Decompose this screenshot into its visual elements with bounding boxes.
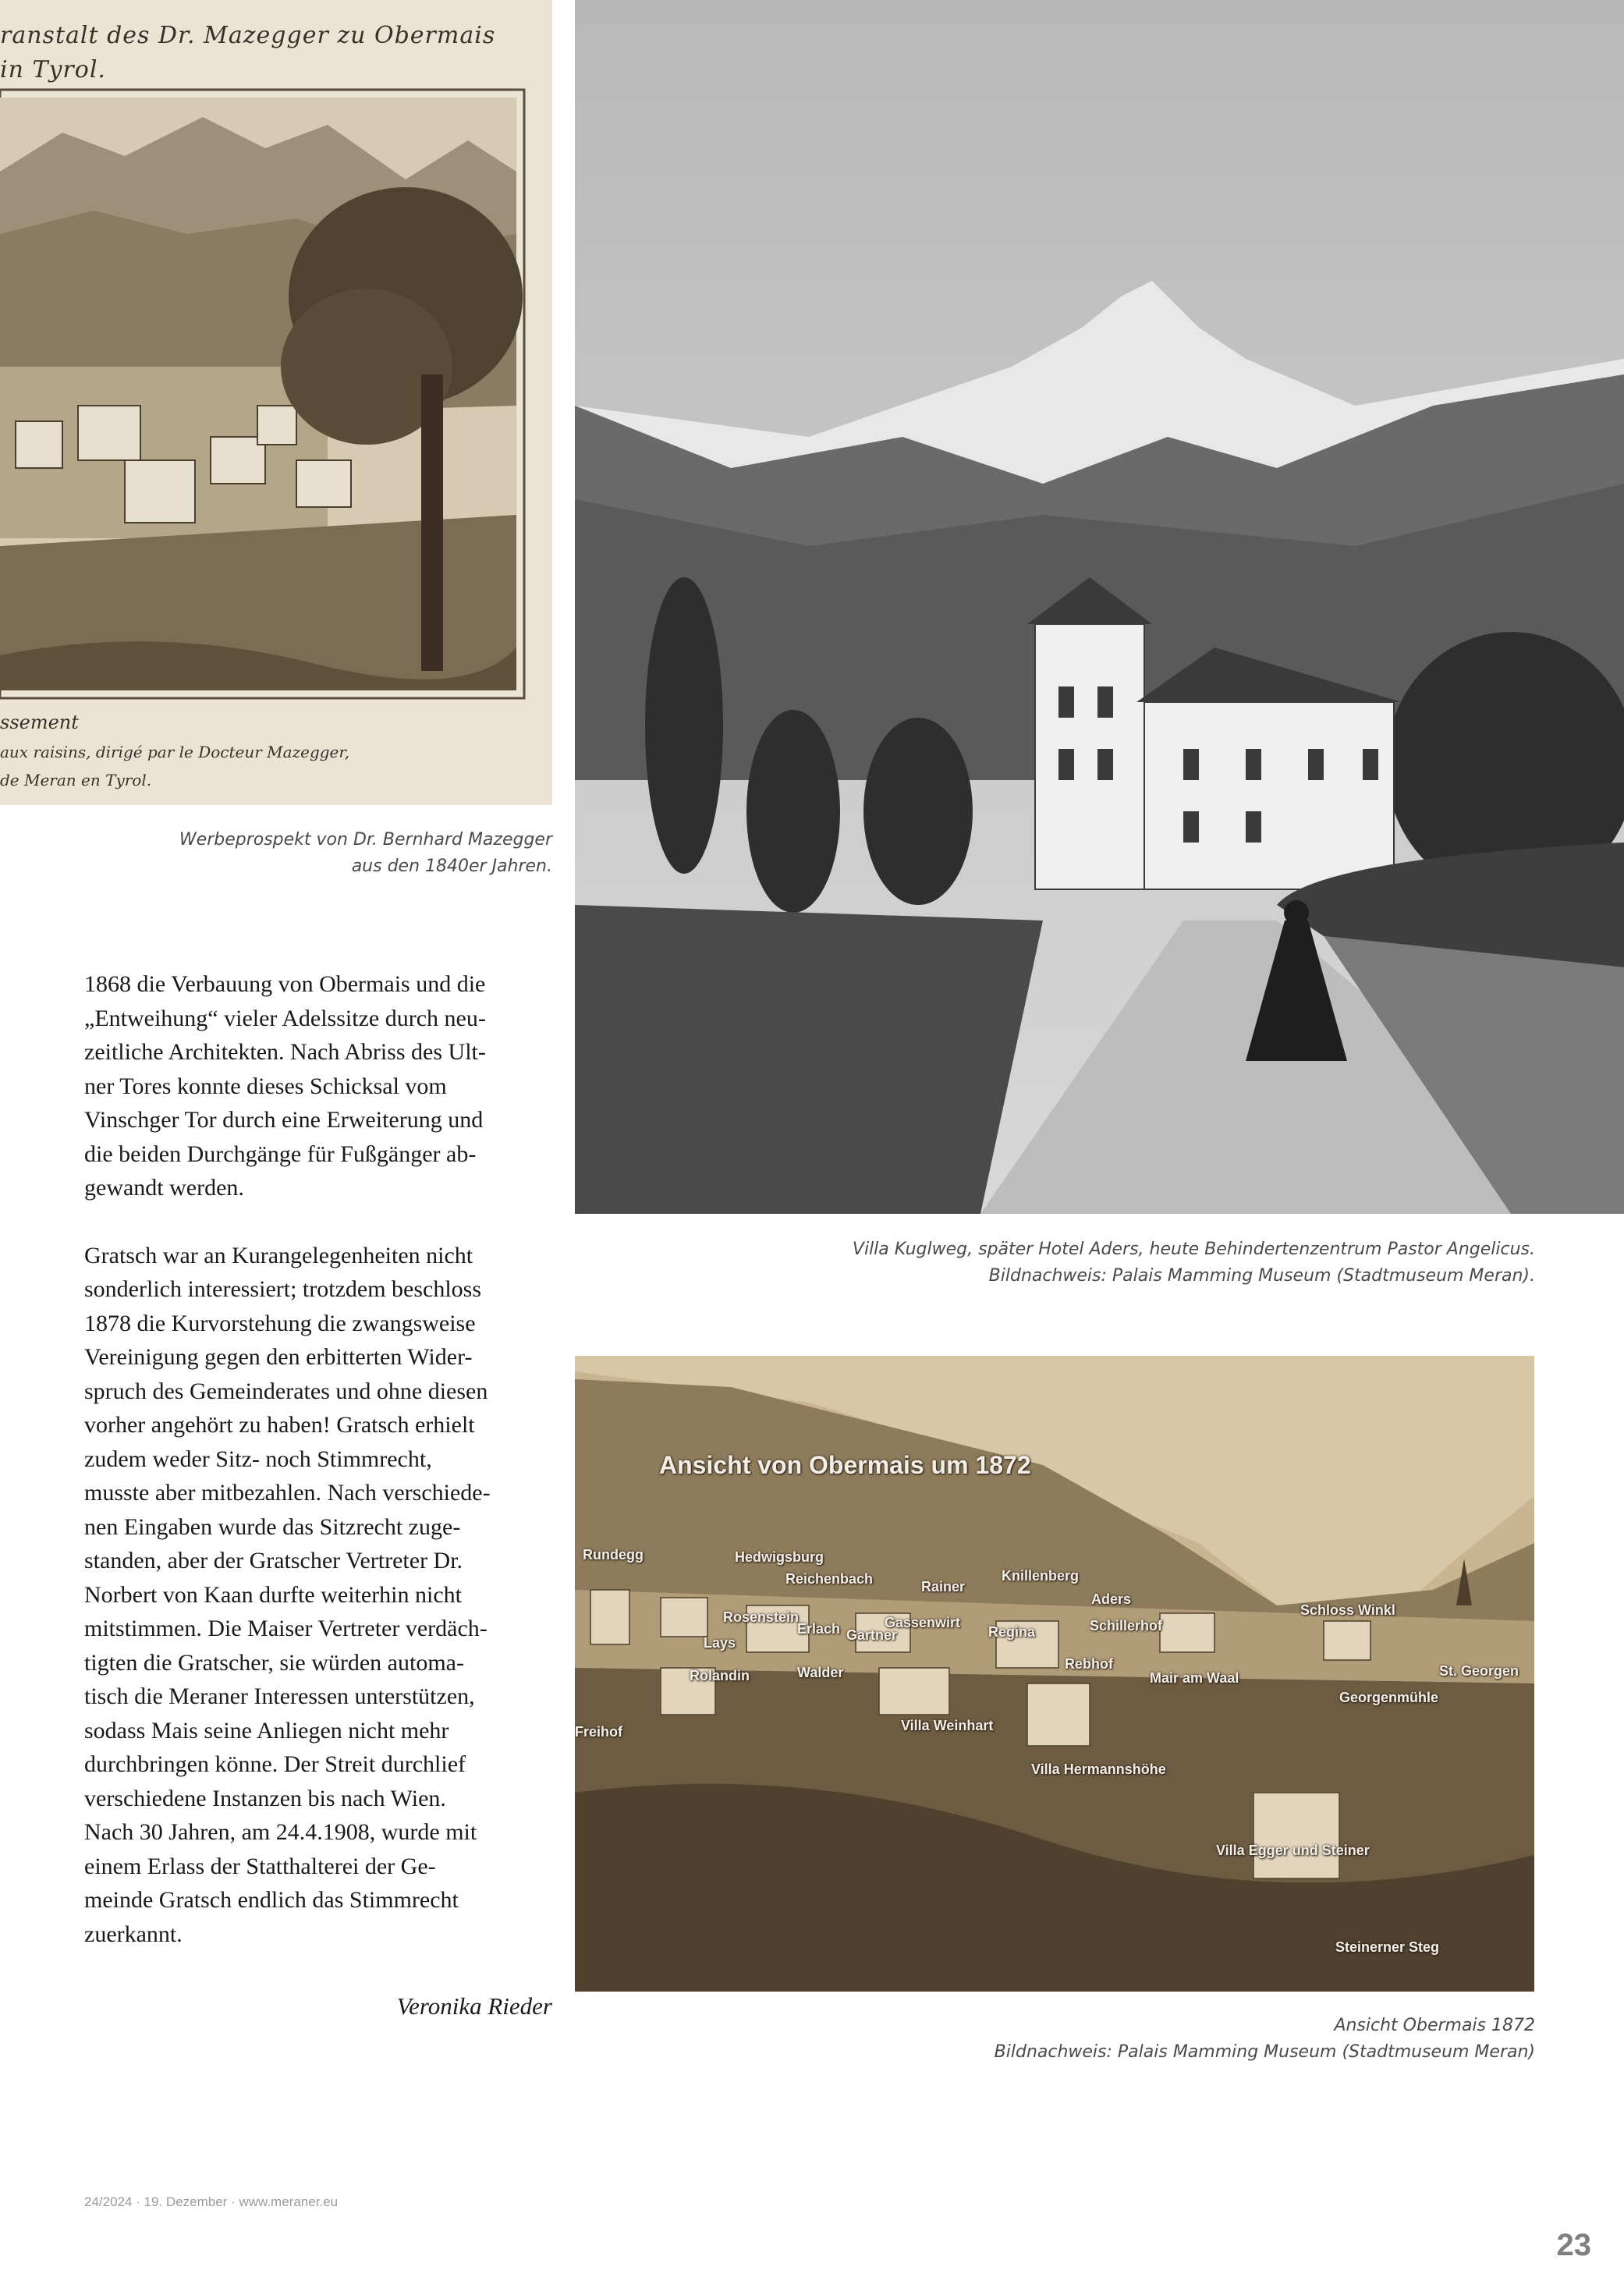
photo-label: St. Georgen bbox=[1439, 1663, 1519, 1679]
villa-illustration bbox=[575, 0, 1624, 1214]
engraving-heading-line-1: ranstalt des Dr. Mazegger zu Obermais bbox=[0, 22, 496, 49]
photo-label: Reichenbach bbox=[785, 1571, 874, 1587]
paragraph-2 bbox=[84, 1239, 552, 1952]
photo-label: Villa Egger und Steiner bbox=[1216, 1843, 1370, 1858]
photo-label: Schloss Winkl bbox=[1300, 1602, 1395, 1618]
photo-label: Villa Hermannshöhe bbox=[1031, 1761, 1166, 1777]
photo-label: Mair am Waal bbox=[1150, 1670, 1239, 1686]
photo-label: Rebhof bbox=[1065, 1656, 1113, 1672]
villa-photo bbox=[575, 0, 1624, 1214]
engraving-heading-line-2: in Tyrol. bbox=[0, 56, 106, 83]
photo-label: Regina bbox=[988, 1624, 1036, 1640]
engraving-image bbox=[0, 0, 552, 805]
obermais-photo bbox=[575, 1356, 1534, 1992]
text-line: mitstimmen. Die Maiser Vertreter verdäch- bbox=[84, 1616, 488, 1641]
text-line: Vinschger Tor durch eine Erweiterung und bbox=[84, 1107, 484, 1133]
obermais-caption bbox=[755, 2013, 1535, 2066]
text-line: tisch die Meraner Interessen unterstützen, bbox=[84, 1683, 475, 1709]
caption-line: Werbeprospekt von Dr. Bernhard Mazegger bbox=[179, 830, 552, 850]
text-line: 1878 die Kurvorstehung die zwangsweise bbox=[84, 1310, 476, 1336]
photo-label: Rainer bbox=[921, 1579, 966, 1595]
text-line: Gratsch war an Kurangelegenheiten nicht bbox=[84, 1242, 473, 1268]
text-line: musste aber mitbezahlen. Nach verschiede- bbox=[84, 1480, 491, 1506]
author-name: Veronika Rieder bbox=[396, 1992, 552, 2020]
text-line: gewandt werden. bbox=[84, 1175, 244, 1201]
text-line: zeitliche Architekten. Nach Abriss des Ult- bbox=[84, 1039, 486, 1065]
engraving-illustration bbox=[0, 0, 552, 805]
caption-line: Villa Kuglweg, später Hotel Aders, heute Behindertenzentrum Pastor Angelicus. bbox=[852, 1240, 1535, 1259]
text-line: ner Tores konnte dieses Schicksal vom bbox=[84, 1073, 447, 1099]
photo-label: Schillerhof bbox=[1090, 1618, 1163, 1634]
photo-label: Hedwigsburg bbox=[735, 1549, 824, 1565]
caption-line: Bildnachweis: Palais Mamming Museum (Stadtmuseum Meran) bbox=[994, 2042, 1535, 2062]
text-line: 1868 die Verbauung von Obermais und die bbox=[84, 971, 486, 997]
photo-label: Rosenstein bbox=[723, 1609, 800, 1625]
text-line: vorher angehört zu haben! Gratsch erhielt bbox=[84, 1412, 475, 1438]
article-body bbox=[84, 967, 552, 1985]
engraving-footer-line-1: ssement bbox=[0, 711, 79, 733]
photo-label: Villa Weinhart bbox=[901, 1718, 994, 1733]
photo-label: Gassenwirt bbox=[885, 1615, 961, 1630]
photo-label: Steinerner Steg bbox=[1335, 1939, 1440, 1955]
text-line: die beiden Durchgänge für Fußgänger ab- bbox=[84, 1140, 477, 1167]
villa-caption bbox=[755, 1236, 1535, 1289]
caption-line: aus den 1840er Jahren. bbox=[351, 857, 552, 876]
caption-line: Bildnachweis: Palais Mamming Museum (Stadtmuseum Meran). bbox=[988, 1266, 1535, 1286]
photo-label: Rolandin bbox=[690, 1668, 750, 1683]
text-line: tigten die Gratscher, sie würden automa- bbox=[84, 1649, 464, 1676]
engraving-footer-line-3: de Meran en Tyrol. bbox=[0, 771, 152, 789]
text-line: einem Erlass der Statthalterei der Ge- bbox=[84, 1853, 436, 1879]
caption-line: Ansicht Obermais 1872 bbox=[1334, 2016, 1535, 2035]
text-line: standen, aber der Gratscher Vertreter Dr. bbox=[84, 1548, 463, 1573]
text-line: meinde Gratsch endlich das Stimmrecht bbox=[84, 1887, 459, 1913]
photo-label: Rundegg bbox=[583, 1547, 644, 1563]
photo-label: Walder bbox=[797, 1665, 844, 1680]
photo-label: Freihof bbox=[575, 1724, 622, 1740]
text-line: sonderlich interessiert; trotzdem beschloss bbox=[84, 1276, 482, 1302]
obermais-photo-title: Ansicht von Obermais um 1872 bbox=[659, 1451, 1031, 1479]
photo-label: Knillenberg bbox=[1002, 1568, 1080, 1584]
paragraph-1 bbox=[84, 967, 552, 1205]
photo-label: Erlach bbox=[797, 1621, 841, 1637]
text-line: spruch des Gemeinderates und ohne diesen bbox=[84, 1378, 488, 1404]
engraving-footer-line-2: aux raisins, dirigé par le Docteur Mazegger, bbox=[0, 743, 350, 761]
text-line: durchbringen könne. Der Streit durchlief bbox=[84, 1751, 466, 1777]
photo-label: Georgenmühle bbox=[1339, 1690, 1439, 1705]
photo-label: Gartner bbox=[846, 1627, 898, 1643]
text-line: „Entweihung“ vieler Adelssitze durch neu- bbox=[84, 1005, 486, 1031]
text-line: Norbert von Kaan durfte weiterhin nicht bbox=[84, 1581, 462, 1608]
photo-label: Aders bbox=[1091, 1591, 1132, 1607]
text-line: Nach 30 Jahren, am 24.4.1908, wurde mit bbox=[84, 1819, 477, 1845]
text-line: zuerkannt. bbox=[84, 1921, 183, 1947]
text-line: Vereinigung gegen den erbitterten Wider- bbox=[84, 1344, 473, 1370]
issue-footer: 24/2024 · 19. Dezember · www.meraner.eu bbox=[84, 2194, 339, 2209]
engraving-caption bbox=[6, 827, 552, 880]
photo-label: Lays bbox=[704, 1635, 736, 1651]
text-line: zudem weder Sitz- noch Stimmrecht, bbox=[84, 1446, 432, 1472]
text-line: sodass Mais seine Anliegen nicht mehr bbox=[84, 1717, 449, 1744]
text-line: verschiedene Instanzen bis nach Wien. bbox=[84, 1785, 446, 1811]
page-number: 23 bbox=[1556, 2228, 1591, 2262]
text-line: nen Eingaben wurde das Sitzrecht zuge- bbox=[84, 1513, 461, 1540]
